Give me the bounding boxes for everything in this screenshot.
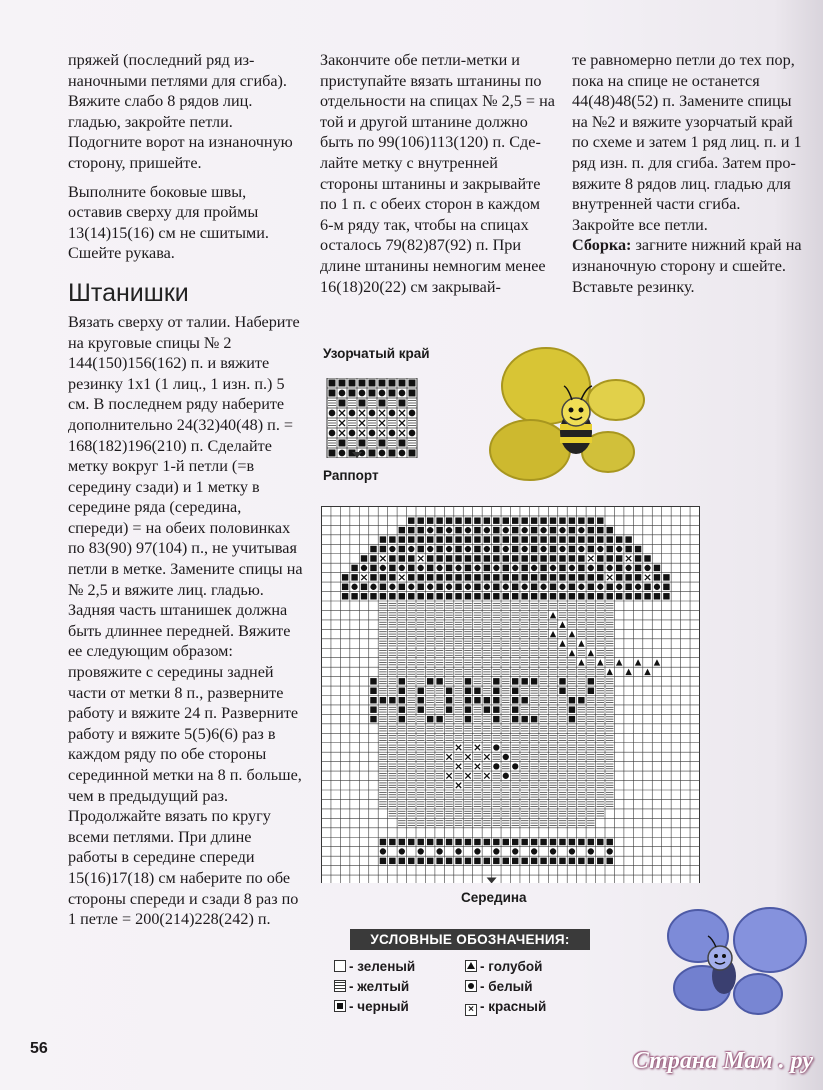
paragraph-collar: пряжей (последний ряд изнаночными петлями для сгиба). Вяжите слабо 8 рядов лиц. гладью, закройте петли. Подогните ворот на изнаночную сторону, пришейте.: [68, 51, 293, 172]
black-square-icon: [334, 1000, 346, 1012]
legend-item-blue: - голубой: [465, 958, 542, 976]
legend-item-black: - черный: [334, 998, 409, 1016]
assembly-text: загните нижний край на изнаночную сторону и сшейте. Вставьте резинку.: [572, 236, 802, 296]
pattern-edge-label: Узорчатый край: [323, 346, 430, 361]
yellow-butterfly-image: [488, 340, 653, 490]
paragraph-side-seams: Выполните боковые швы, оставив сверху для проймы 13(14)15(16) см не сшитыми. Сшейте рукава.: [68, 182, 269, 263]
rapport-chart: [326, 378, 418, 458]
legend-item-yellow: - желтый: [334, 978, 409, 996]
paragraph-legs: Закончите обе петли-метки и приступайте вязать штанины по отдельности на спицах № 2,5 = на той и другой штанине должно быть по 99(106)113(120) п. Сделайте метку с внутренней стороны штанины и закрывайте по 1 п. с обеих сторон в каждом 6-м ряду так, чтобы на спицах осталось 79(82)87(92) п. При длине штанины немногим менее 16(18)20(22) см закрывай-: [320, 51, 555, 296]
site-watermark: Страна Мам . ру: [632, 1048, 813, 1074]
legend-title: УСЛОВНЫЕ ОБОЗНАЧЕНИЯ:: [350, 929, 590, 950]
text-column-3: [572, 50, 804, 297]
section-heading: Штанишки: [68, 278, 189, 307]
striped-square-icon: [334, 980, 346, 992]
text-column-1: [68, 50, 304, 930]
page-number: 56: [30, 1040, 48, 1057]
center-label: Середина: [461, 890, 527, 905]
paragraph-edge: те равномерно петли до тех пор, пока на спице не останется 44(48)48(52) п. Замените спицы на №2 и вяжите узорчатый край по схеме и затем 1 ряд лиц. п. и 1 ряд изн. п. для сгиба. Затем провяжите 8 рядов лиц. гладью для внутренней части сгиба. Закройте все петли.: [572, 51, 802, 234]
empty-square-icon: [334, 960, 346, 972]
paragraph-assembly: [572, 235, 804, 297]
text-column-2: [320, 50, 556, 297]
dot-icon: [465, 980, 477, 992]
rapport-label: Раппорт: [323, 468, 379, 483]
legend-item-white: - белый: [465, 978, 533, 996]
assembly-label: Сборка:: [572, 236, 632, 255]
paragraph-pants: Вязать сверху от талии. Наберите на круговые спицы № 2 144(150)156(162) п. и вяжите резинку 1х1 (1 лиц., 1 изн. п.) 5 см. В последнем ряду наберите дополнительно 24(32)40(48) п. = 168(182)196(210) п. Сделайте метку вокруг 1-й петли (=в середину сзади) и 1 метку в середине ряда (середина, спереди) = на обеих половинках по 83(90) 97(104) п., не учитывая петли в метке. Замените спицы на № 2,5 и вяжите лиц. гладью. Задняя часть штанишек должна быть длиннее передней. Вяжите ее следующим образом: провяжите с середины задней части от метки 8 п., разверните работу и вяжите 24 п. Разверните работу и вяжите 5(5)6(6) раз в каждом ряду по обе стороны серединной метки на 8 п. больше, чем в предыдущий раз. Продолжайте вязать по кругу всеми петлями. При длине работы в середине спереди 15(16)17(18) см наберите по обе стороны спереди и сзади 8 раз по 1 петле = 200(214)228(242) п.: [68, 312, 303, 929]
blue-butterfly-image: [662, 902, 810, 1022]
legend-item-red: × - красный: [465, 998, 546, 1016]
triangle-icon: [465, 960, 477, 972]
cross-icon: ×: [465, 1004, 477, 1016]
legend-item-green: - зеленый: [334, 958, 415, 976]
honey-pot-chart: [321, 506, 700, 883]
